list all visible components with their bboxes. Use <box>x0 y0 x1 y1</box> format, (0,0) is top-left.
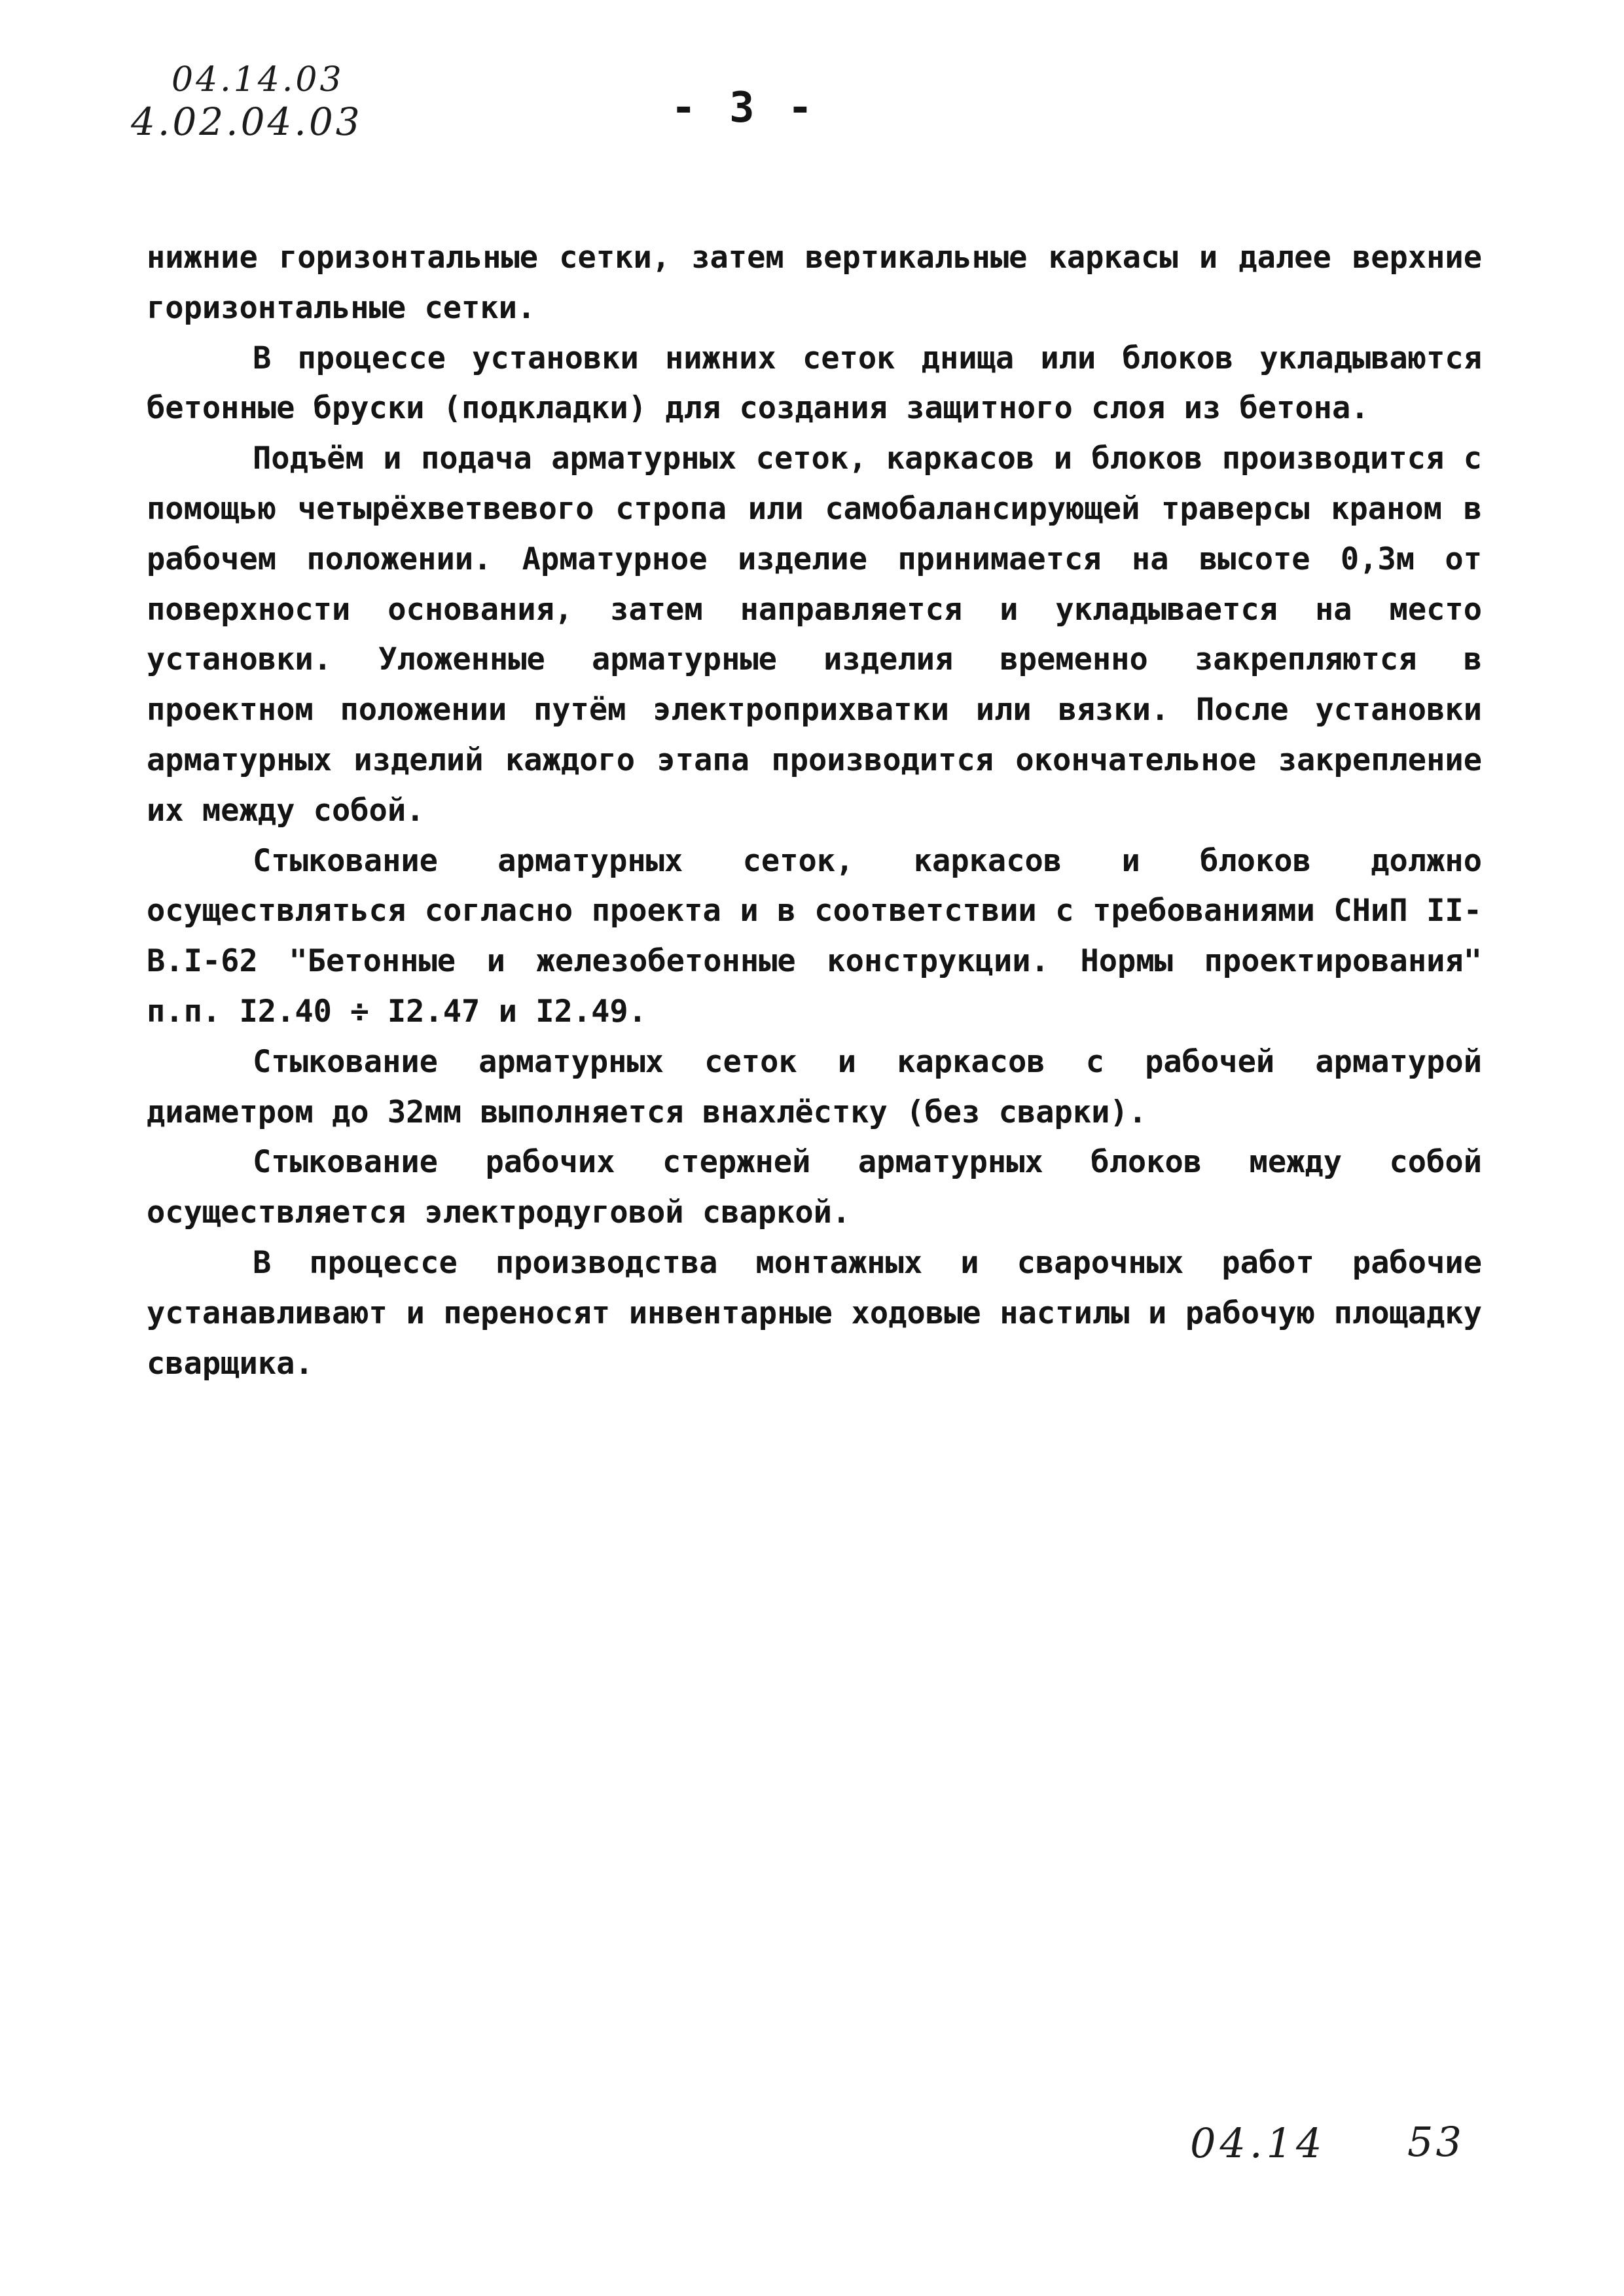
document-body <box>147 233 1482 1389</box>
paragraph-scaffolding: В процессе производства монтажных и сварочных работ рабочие устанавливают и переносят инвентарные ходовые настилы и рабочую площадку сварщика. <box>147 1244 1482 1382</box>
paragraph-arc-welding: Стыкование рабочих стержней арматурных блоков между собой осуществляется электродуговой сваркой. <box>147 1144 1482 1231</box>
paragraph-lifting: Подъём и подача арматурных сеток, каркасов и блоков производится с помощью четырёхветвевого стропа или самобалансирующей траверсы краном в рабочем положении. Арматурное изделие принимается на высоте 0,3м от поверхности основания, затем направляется и укладывается на место установки. Уложенные арматурные изделия временно закрепляются в проектном положении путём электроприхватки или вязки. После установки арматурных изделий каждого этапа производится окончательное закрепление их между собой. <box>147 440 1482 829</box>
handwritten-code-top: 04.14.03 <box>171 60 344 99</box>
paragraph-continuation: нижние горизонтальные сетки, затем вертикальные каркасы и далее верхние горизонтальные сетки. <box>147 240 1482 326</box>
paragraph-overlap-joining: Стыкование арматурных сеток и каркасов с рабочей арматурой диаметром до 32мм выполняется внахлёстку (без сварки). <box>147 1043 1482 1130</box>
paragraph-concrete-blocks: В процессе установки нижних сеток днища или блоков укладываются бетонные бруски (подкладки) для создания защитного слоя из бетона. <box>147 340 1482 427</box>
handwritten-code-bottom: 4.02.04.03 <box>131 99 363 144</box>
handwritten-sheet-number: 53 <box>1407 2118 1464 2166</box>
paragraph-joining-snip: Стыкование арматурных сеток, каркасов и блоков должно осуществляться согласно проекта и в соответствии с требованиями СНиП II-В.I-62 "Бетонные и железобетонные конструкции. Нормы проектирования" п.п. I2.40 ÷ I2.47 и I2.49. <box>147 842 1482 1030</box>
handwritten-footer-code: 04.14 <box>1190 2119 1326 2167</box>
page-number: - 3 - <box>671 84 817 132</box>
